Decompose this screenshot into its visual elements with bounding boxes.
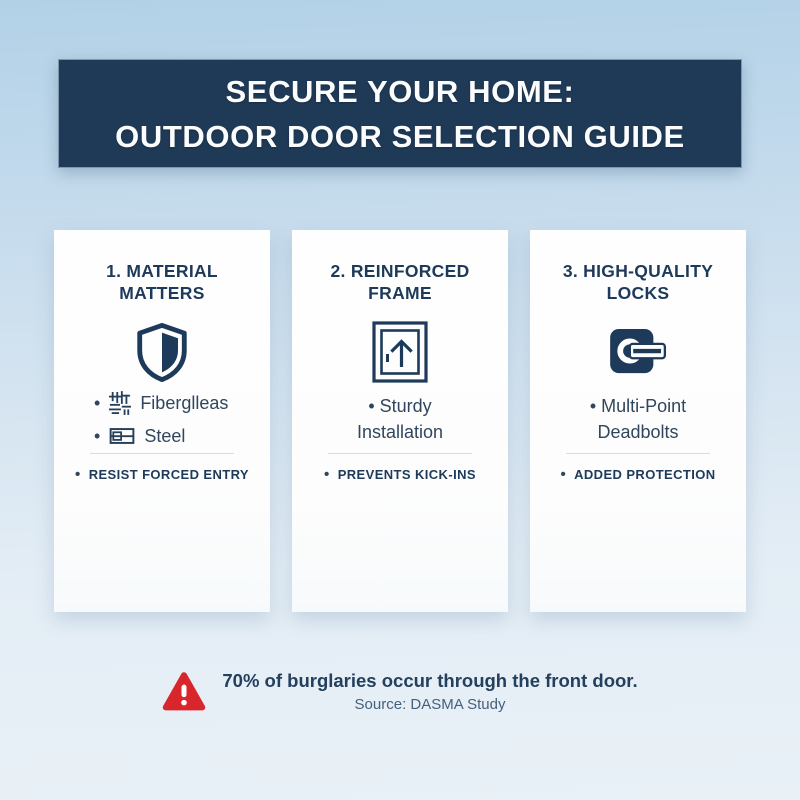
warning-triangle-icon <box>162 671 206 713</box>
list-item-deadbolts: Deadbolts <box>597 422 679 442</box>
card1-bullets <box>68 390 256 446</box>
card3-heading-line1: 3. HIGH-QUALITY <box>562 261 714 281</box>
card3-footer <box>560 467 715 482</box>
card1-heading-line2: MATTERS <box>119 283 205 303</box>
card2-divider <box>328 453 472 454</box>
warning-statistic: 70% of burglaries occur through the front door. <box>222 670 638 691</box>
card-material-matters <box>54 230 270 612</box>
bullet-dot: • <box>75 466 81 483</box>
bullet-dot: • <box>324 466 330 483</box>
cards-row <box>0 230 800 612</box>
page-title-line1: SECURE YOUR HOME: <box>225 73 575 109</box>
page-title-line2: OUTDOOR DOOR SELECTION GUIDE <box>115 118 685 154</box>
card2-bullets <box>306 390 494 446</box>
card2-heading <box>306 260 494 314</box>
card3-heading <box>544 260 732 314</box>
card1-icon-wrap <box>131 314 193 390</box>
list-item-label: Sturdy <box>379 396 432 416</box>
card1-heading-line1: 1. MATERIAL <box>106 261 218 281</box>
card3-heading-line2: LOCKS <box>606 283 670 303</box>
list-item-label: Multi-Point <box>601 396 687 416</box>
fiberglass-icon <box>109 391 131 415</box>
list-item-installation: Installation <box>356 422 444 442</box>
card2-icon-wrap <box>372 314 428 390</box>
list-item-label: Steel <box>144 426 186 446</box>
card2-footer <box>324 467 476 482</box>
card3-divider <box>566 453 710 454</box>
list-item-label: Fiberglleas <box>140 393 229 413</box>
door-frame-arrow-icon <box>372 321 428 383</box>
card2-heading-line1: 2. REINFORCED FRAME <box>330 261 470 303</box>
list-item-multipoint <box>544 393 732 419</box>
deadbolt-lock-icon <box>609 328 667 376</box>
card-reinforced-frame <box>292 230 508 612</box>
card2-footer-label: PREVENTS KICK-INS <box>337 467 476 482</box>
steel-icon <box>109 428 135 444</box>
warning-texts <box>222 668 637 716</box>
list-item-fiberglass <box>94 390 256 416</box>
card1-footer-label: RESIST FORCED ENTRY <box>88 467 249 482</box>
card-high-quality-locks <box>530 230 746 612</box>
card3-icon-wrap <box>609 314 667 390</box>
list-item-sturdy <box>306 393 494 419</box>
shield-half-icon <box>131 321 193 383</box>
card1-divider <box>90 453 234 454</box>
bullet-dot: • <box>560 466 567 483</box>
list-item-steel <box>94 423 256 449</box>
bullet-dot: • <box>589 396 597 416</box>
warning-footer <box>0 668 800 716</box>
bullet-dot: • <box>368 396 375 416</box>
card3-footer-label: ADDED PROTECTION <box>574 467 716 482</box>
card1-heading <box>68 260 256 314</box>
warning-source: Source: DASMA Study <box>354 696 506 713</box>
bullet-dot: • <box>94 393 101 413</box>
card1-footer <box>75 467 249 482</box>
card3-bullets <box>544 390 732 446</box>
bullet-dot: • <box>94 426 101 446</box>
header-banner <box>58 59 742 168</box>
